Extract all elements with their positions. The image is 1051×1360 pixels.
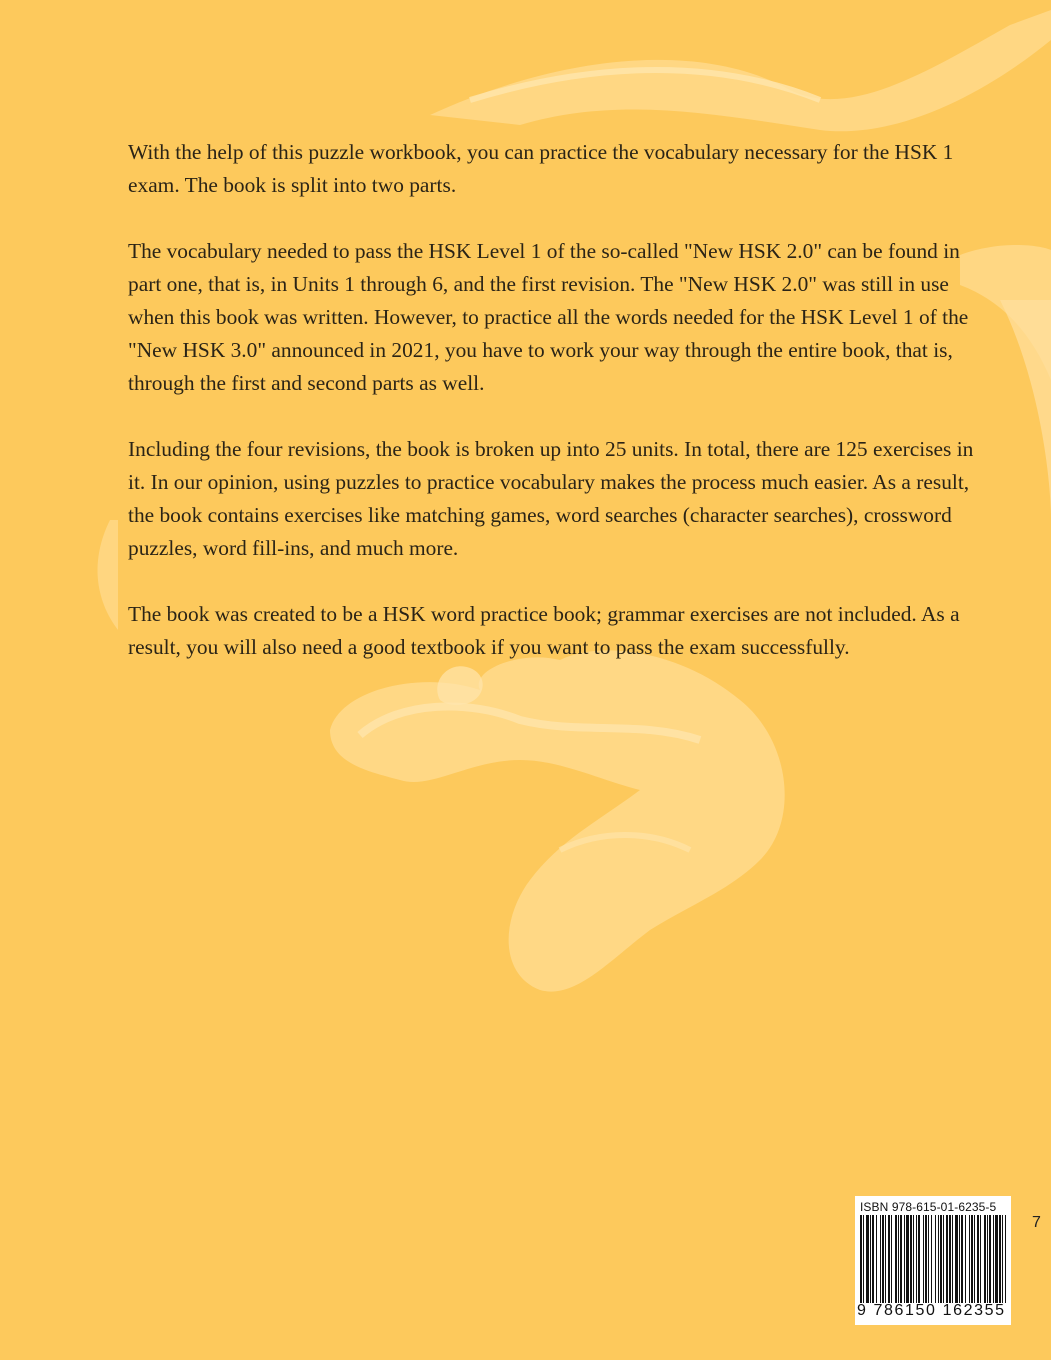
back-cover-description	[128, 136, 988, 697]
paragraph-parts: The vocabulary needed to pass the HSK Level 1 of the so-called "New HSK 2.0" can be found in part one, that is, in Units 1 through 6, and the first revision. The "New HSK 2.0" was still in use when this book was written. However, to practice all the words needed for the HSK Level 1 of the "New HSK 3.0" announced in 2021, you have to work your way through the entire book, that is, through the first and second parts as well.	[128, 239, 969, 395]
paragraph-intro: With the help of this puzzle workbook, you can practice the vocabulary necessary for the HSK 1 exam. The book is split into two parts.	[128, 140, 954, 197]
paragraph-scope: The book was created to be a HSK word practice book; grammar exercises are not included. As a result, you will also need a good textbook if you want to pass the exam successfully.	[128, 602, 960, 659]
isbn-label: ISBN 978-615-01-6235-5	[860, 1200, 997, 1214]
isbn-barcode	[855, 1196, 1011, 1325]
barcode-bars	[858, 1215, 1008, 1303]
barcode-number: 9 786150 162355	[857, 1302, 1006, 1319]
paragraph-units: Including the four revisions, the book is broken up into 25 units. In total, there are 125 exercises in it. In our opinion, using puzzles to practice vocabulary makes the process much easier. As a result, the book contains exercises like matching games, word searches (character searches), crossword puzzles, word fill-ins, and much more.	[128, 437, 974, 560]
price-mark: 7	[1032, 1214, 1041, 1231]
